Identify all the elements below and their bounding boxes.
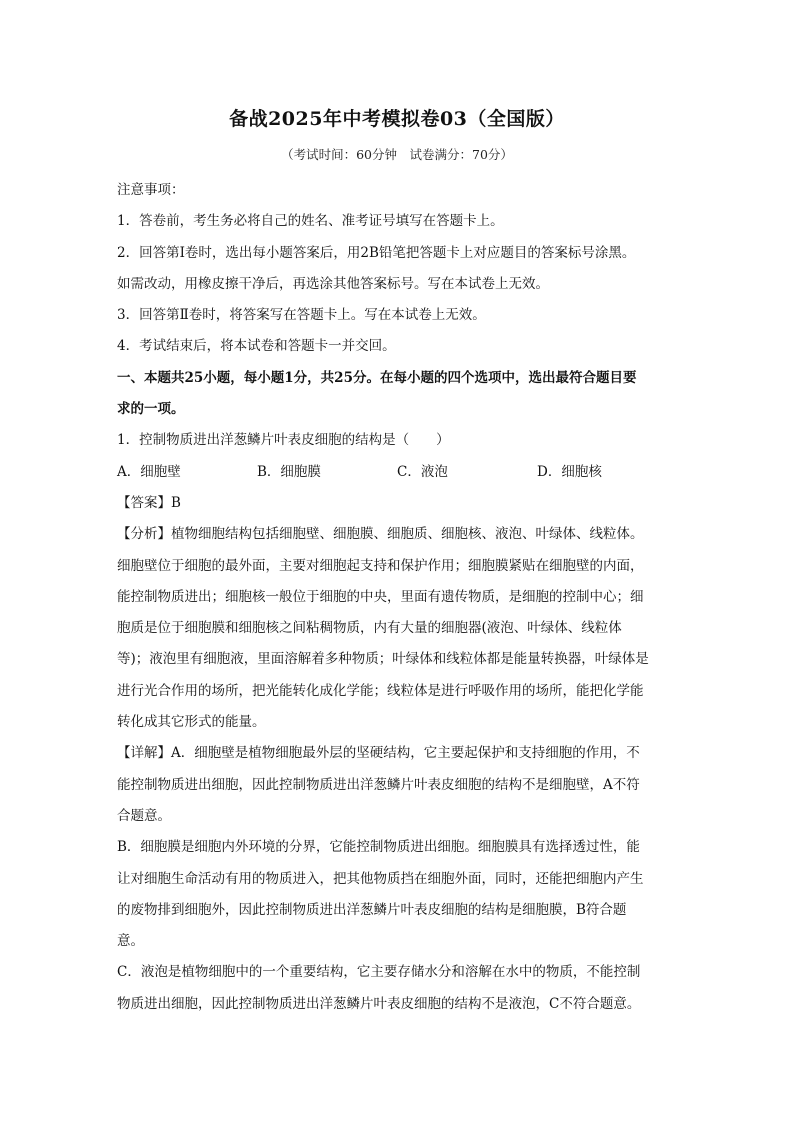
page-content — [117, 175, 687, 1020]
analysis-line: 胞质是位于细胞膜和细胞核之间粘稠物质，内有大量的细胞器(液泡、叶绿体、线粒体 — [117, 620, 622, 637]
detail-line: B．细胞膜是细胞内外环境的分界，它能控制物质进出细胞。细胞膜具有选择透过性，能 — [117, 839, 640, 856]
analysis-line: 细胞壁位于细胞的最外面，主要对细胞起支持和保护作用；细胞膜紧贴在细胞壁的内面， — [117, 557, 644, 574]
detail-line: 让对细胞生命活动有用的物质进入，把其他物质挡在细胞外面，同时，还能把细胞内产生 — [117, 870, 644, 887]
analysis-line: 等)；液泡里有细胞液，里面溶解着多种物质；叶绿体和线粒体都是能量转换器，叶绿体是 — [117, 651, 649, 668]
detail-line: 的废物排到细胞外，因此控制物质进出洋葱鳞片叶表皮细胞的结构是细胞膜，B符合题 — [117, 901, 627, 918]
option-c: C．液泡 — [397, 463, 448, 480]
detail-line: C．液泡是植物细胞中的一个重要结构，它主要存储水分和溶解在水中的物质，不能控制 — [117, 964, 641, 981]
section-heading: 求的一项。 — [117, 401, 185, 418]
option-a: A．细胞壁 — [117, 463, 181, 480]
option-d: D．细胞核 — [537, 463, 602, 480]
question-options — [117, 457, 687, 488]
analysis-line: 【分析】植物细胞结构包括细胞壁、细胞膜、细胞质、细胞核、液泡、叶绿体、线粒体。 — [117, 526, 644, 543]
note-item: 4．考试结束后，将本试卷和答题卡一并交回。 — [117, 338, 396, 355]
note-item: 如需改动，用橡皮擦干净后，再选涂其他答案标号。写在本试卷上无效。 — [117, 275, 549, 292]
note-item: 1．答卷前，考生务必将自己的姓名、准考证号填写在答题卡上。 — [117, 213, 504, 230]
detail-line: 物质进出细胞，因此控制物质进出洋葱鳞片叶表皮细胞的结构不是液泡，C不符合题意。 — [117, 995, 641, 1012]
note-item: 3．回答第Ⅱ卷时，将答案写在答题卡上。写在本试卷上无效。 — [117, 307, 486, 324]
exam-info: （考试时间：60分钟 试卷满分：70分） — [281, 147, 513, 162]
page-title: 备战2025年中考模拟卷03（全国版） — [229, 108, 565, 130]
detail-line: 意。 — [117, 933, 144, 950]
section-heading: 一、本题共25小题，每小题1分，共25分。在每小题的四个选项中，选出最符合题目要 — [117, 369, 637, 386]
option-b: B．细胞膜 — [257, 463, 321, 480]
analysis-line: 转化成其它形式的能量。 — [117, 714, 266, 731]
answer-line: 【答案】B — [117, 494, 181, 511]
detail-line: 合题意。 — [117, 807, 171, 824]
detail-line: 【详解】A．细胞壁是植物细胞最外层的坚硬结构，它主要起保护和支持细胞的作用，不 — [117, 745, 640, 762]
question-stem: 1．控制物质进出洋葱鳞片叶表皮细胞的结构是（ ） — [117, 432, 450, 449]
analysis-line: 能控制物质进出；细胞核一般位于细胞的中央，里面有遗传物质，是细胞的控制中心；细 — [117, 588, 644, 605]
analysis-line: 进行光合作用的场所，把光能转化成化学能；线粒体是进行呼吸作用的场所，能把化学能 — [117, 682, 644, 699]
detail-line: 能控制物质进出细胞，因此控制物质进出洋葱鳞片叶表皮细胞的结构不是细胞壁，A不符 — [117, 776, 640, 793]
note-item: 2．回答第Ⅰ卷时，选出每小题答案后，用2B铅笔把答题卡上对应题目的答案标号涂黑。 — [117, 244, 636, 261]
notes-heading: 注意事项： — [117, 182, 185, 198]
